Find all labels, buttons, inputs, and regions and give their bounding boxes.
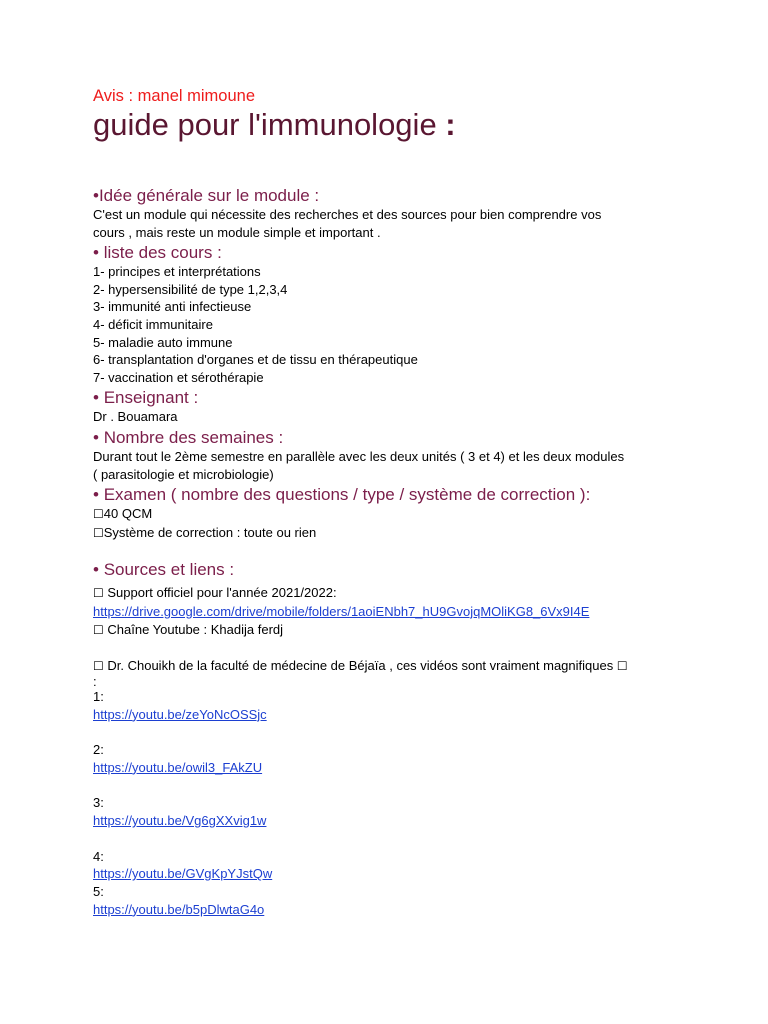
section-heading-idee-text: Idée générale sur le module :: [98, 186, 320, 205]
idee-line-2: cours , mais reste un module simple et important .: [93, 224, 381, 240]
section-heading-semaines-text: Nombre des semaines :: [103, 427, 284, 447]
bullet-icon: •: [93, 427, 99, 447]
section-heading-cours: [93, 243, 693, 263]
video-label-1: 1:: [93, 689, 104, 705]
list-item: 1- principes et interprétations: [93, 264, 261, 280]
youtube-channel-line: [93, 621, 693, 640]
bullet-icon: •: [93, 388, 99, 408]
semaines-line-2: ( parasitologie et microbiologie): [93, 466, 274, 482]
page-title: [93, 106, 693, 144]
checkbox-icon: ☐: [93, 525, 104, 540]
page-title-colon: :: [445, 107, 456, 142]
examen-line-2: [93, 524, 693, 543]
list-item: 3- immunité anti infectieuse: [93, 299, 252, 315]
bullet-icon: •: [93, 243, 99, 263]
video-label-5: 5:: [93, 884, 104, 900]
checkbox-icon: ☐: [93, 586, 104, 601]
section-heading-examen: [93, 485, 693, 505]
examen-line-1: [93, 505, 693, 524]
list-item: 2- hypersensibilité de type 1,2,3,4: [93, 281, 288, 297]
video-link-5[interactable]: https://youtu.be/b5pDlwtaG4o: [93, 901, 265, 917]
video-link-3[interactable]: https://youtu.be/Vg6gXXvig1w: [93, 813, 267, 829]
video-link-4[interactable]: https://youtu.be/GVgKpYJstQw: [93, 866, 273, 882]
examen-line-1-text: 40 QCM: [103, 506, 153, 522]
checkbox-icon: ☐: [93, 658, 104, 673]
bullet-icon: •: [93, 485, 99, 505]
video-label-3: 3:: [93, 795, 104, 811]
drive-link[interactable]: https://drive.google.com/drive/mobile/folders/1aoiENbh7_hU9GvojqMOliKG8_6Vx9I4E: [93, 603, 590, 619]
course-list: [93, 263, 693, 386]
list-item: 4- déficit immunitaire: [93, 316, 213, 332]
checkbox-icon: ☐: [93, 507, 104, 522]
youtube-channel-text: Chaîne Youtube : Khadija ferdj: [103, 621, 284, 637]
idee-line-1: C'est un module qui nécessite des recherches et des sources pour bien comprendre vos: [93, 207, 602, 222]
checkbox-icon: ☐: [616, 658, 628, 673]
teacher-name: Dr . Bouamara: [93, 409, 178, 425]
bullet-icon: •: [93, 186, 99, 205]
chouikh-line-text: Dr. Chouikh de la faculté de médecine de Béjaïa , ces vidéos sont vraiment magnifiques: [103, 657, 617, 673]
support-label: [93, 584, 693, 603]
chouikh-line: [93, 657, 693, 676]
section-heading-enseignant: [93, 388, 693, 408]
document-page: [93, 86, 693, 919]
author-line: Avis : manel mimoune: [93, 87, 256, 105]
video-label-2: 2:: [93, 742, 104, 758]
section-heading-cours-text: liste des cours :: [103, 243, 222, 263]
video-link-1[interactable]: https://youtu.be/zeYoNcOSSjc: [93, 706, 267, 722]
checkbox-icon: ☐: [93, 622, 104, 637]
bullet-icon: •: [93, 560, 99, 580]
video-link-2[interactable]: https://youtu.be/owil3_FAkZU: [93, 759, 263, 775]
chouikh-colon: :: [93, 674, 97, 690]
support-label-text: Support officiel pour l'année 2021/2022:: [103, 585, 337, 601]
examen-line-2-text: Système de correction : toute ou rien: [103, 524, 317, 540]
section-heading-semaines: [93, 428, 693, 448]
section-heading-idee: [93, 186, 693, 206]
section-heading-sources: [93, 560, 693, 580]
list-item: 5- maladie auto immune: [93, 334, 233, 350]
list-item: 6- transplantation d'organes et de tissu en thérapeutique: [93, 352, 418, 368]
section-heading-enseignant-text: Enseignant :: [103, 388, 199, 408]
section-heading-sources-text: Sources et liens :: [103, 560, 235, 580]
list-item: 7- vaccination et sérothérapie: [93, 369, 264, 385]
section-heading-examen-text: Examen ( nombre des questions / type / système de correction ):: [103, 485, 591, 505]
video-label-4: 4:: [93, 848, 104, 864]
page-title-text: guide pour l'immunologie: [93, 107, 446, 142]
semaines-line-1: Durant tout le 2ème semestre en parallèle avec les deux unités ( 3 et 4) et les deux modules: [93, 448, 625, 464]
